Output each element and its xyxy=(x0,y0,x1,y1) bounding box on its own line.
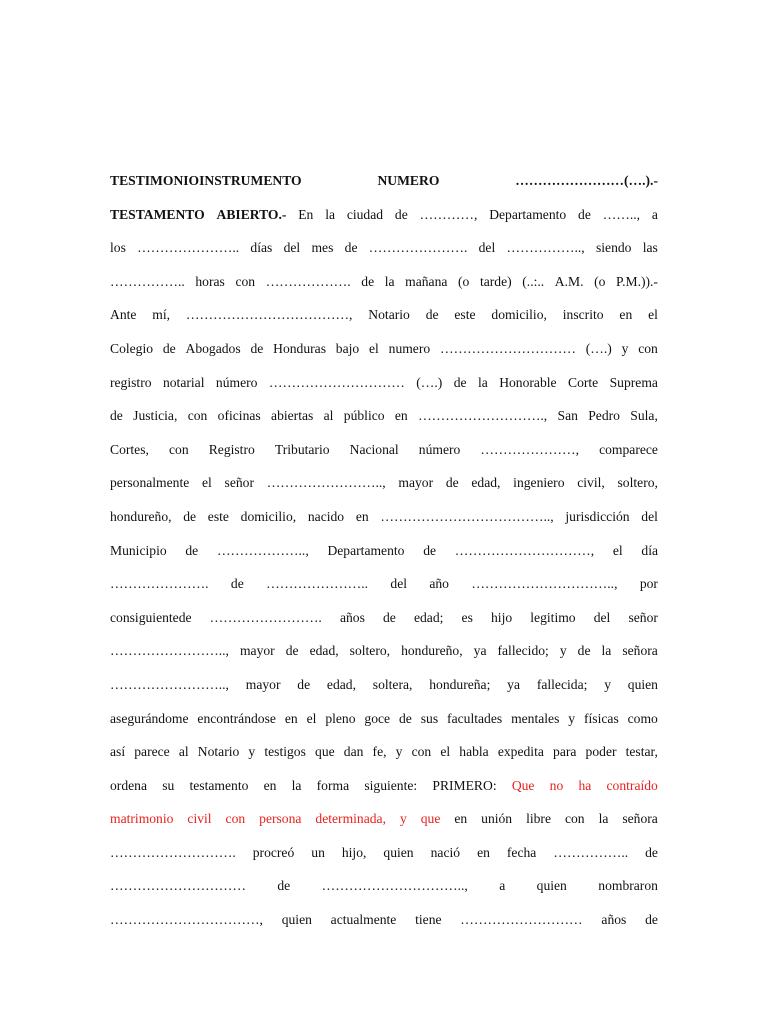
word: siguiente: xyxy=(364,777,418,793)
highlighted-word: que xyxy=(420,811,441,827)
word: (..:.. xyxy=(522,273,545,289)
heading-word: TESTAMENTO xyxy=(110,206,205,222)
word: el xyxy=(202,475,212,491)
word: el xyxy=(648,307,658,323)
word: Departamento xyxy=(489,206,567,222)
word: registro xyxy=(110,374,152,390)
word: San xyxy=(557,408,578,424)
word: en xyxy=(619,307,633,323)
word: edad, xyxy=(309,643,339,659)
word: de xyxy=(425,307,439,323)
word: fallecida; xyxy=(536,676,588,692)
word: la xyxy=(384,273,395,289)
word: mentales xyxy=(511,710,560,726)
word: domicilio, xyxy=(240,508,297,524)
word: sus xyxy=(420,710,439,726)
word: un xyxy=(311,844,325,860)
word: de xyxy=(183,508,197,524)
word: Ante xyxy=(110,307,137,323)
word: por xyxy=(639,576,658,592)
text-line xyxy=(110,265,658,299)
word: Registro xyxy=(208,441,255,457)
text-line xyxy=(110,433,658,467)
text-line xyxy=(110,802,658,836)
word: y xyxy=(604,676,611,692)
word: de xyxy=(399,710,412,726)
word: el xyxy=(612,542,623,558)
word: procreó xyxy=(252,844,295,860)
text-line xyxy=(110,769,658,803)
text-line xyxy=(110,399,658,433)
text-line xyxy=(110,601,658,635)
word: años xyxy=(339,609,365,625)
word: ………………….. xyxy=(266,576,369,592)
word: del xyxy=(283,240,301,256)
text-line xyxy=(110,668,658,702)
word: (….) xyxy=(585,340,612,356)
word: ……………………. xyxy=(209,609,322,625)
word: testigos xyxy=(264,744,306,760)
word: Sula, xyxy=(630,408,658,424)
word: ciudad xyxy=(346,206,384,222)
word: ………………………. xyxy=(110,844,236,860)
text-line xyxy=(110,567,658,601)
word: público xyxy=(343,408,385,424)
word: años xyxy=(601,912,627,928)
word: tiene xyxy=(415,912,442,928)
word: con xyxy=(411,744,432,760)
word: Tributario xyxy=(274,441,330,457)
word: asegurándome xyxy=(110,710,189,726)
word: Departamento xyxy=(327,542,405,558)
word: y xyxy=(395,744,403,760)
word: bajo xyxy=(335,340,360,356)
word: edad, xyxy=(471,475,501,491)
word: de xyxy=(645,912,658,928)
word: con xyxy=(564,811,585,827)
highlighted-word: no xyxy=(549,777,564,793)
word: nació xyxy=(430,844,461,860)
word: jurisdicción xyxy=(565,508,630,524)
word: de xyxy=(230,576,244,592)
word: edad; xyxy=(413,609,444,625)
word: horas xyxy=(195,273,225,289)
word: …….., xyxy=(602,206,641,222)
word: nacido xyxy=(307,508,345,524)
word: ……………….., xyxy=(216,542,309,558)
word: mayor xyxy=(245,676,281,692)
word: de xyxy=(162,340,176,356)
word: la xyxy=(291,777,302,793)
text-line xyxy=(110,836,658,870)
word: y xyxy=(248,744,256,760)
word: número xyxy=(215,374,258,390)
word: ………………………….., xyxy=(321,878,468,894)
word: notarial xyxy=(162,374,205,390)
word: Notario xyxy=(197,744,240,760)
word: y xyxy=(559,643,567,659)
word: consiguientede xyxy=(110,609,192,625)
word: abiertas xyxy=(271,408,314,424)
word: soltero, xyxy=(349,643,391,659)
word: de xyxy=(285,643,299,659)
word: como xyxy=(627,710,658,726)
word: (….) xyxy=(416,374,443,390)
word: en xyxy=(284,710,298,726)
word: ……………………………….., xyxy=(380,508,554,524)
word: en xyxy=(454,811,468,827)
word: fe, xyxy=(372,744,387,760)
word: de xyxy=(344,240,358,256)
word: ………………………., xyxy=(418,408,548,424)
word: …………………. xyxy=(368,240,468,256)
text-line xyxy=(110,702,658,736)
word: hijo xyxy=(491,609,513,625)
word: legitimo xyxy=(530,609,576,625)
word: con xyxy=(235,273,256,289)
word: goce xyxy=(364,710,391,726)
word: expedita xyxy=(497,744,544,760)
word: quien xyxy=(536,878,567,894)
word: Nacional xyxy=(349,441,399,457)
word: Notario xyxy=(368,307,410,323)
word: hondureño, xyxy=(401,643,463,659)
word: Corte xyxy=(568,374,599,390)
word: mañana xyxy=(405,273,448,289)
word: mes xyxy=(311,240,334,256)
word: Colegio xyxy=(110,340,154,356)
word: al xyxy=(178,744,189,760)
word: a xyxy=(499,878,506,894)
word: ………………….. xyxy=(137,240,240,256)
word: P.M.)).- xyxy=(616,273,658,289)
word: mí, xyxy=(152,307,171,323)
word: soltero, xyxy=(617,475,658,491)
highlighted-word: Que xyxy=(511,777,535,793)
word: de xyxy=(645,844,658,860)
word: año xyxy=(429,576,449,592)
word: En xyxy=(298,206,314,222)
word: tarde) xyxy=(479,273,512,289)
word: (o xyxy=(594,273,606,289)
word: que xyxy=(315,744,335,760)
word: Honorable xyxy=(499,374,557,390)
word: así xyxy=(110,744,126,760)
word: …………….. xyxy=(110,273,185,289)
word: Justicia, xyxy=(133,408,178,424)
word: de xyxy=(185,542,199,558)
word: fallecido; xyxy=(497,643,549,659)
heading-word: TESTIMONIOINSTRUMENTO xyxy=(110,173,302,188)
word: de xyxy=(577,643,591,659)
word: libre xyxy=(526,811,551,827)
word: encontrándose xyxy=(197,710,276,726)
word: en xyxy=(394,408,408,424)
word: señor xyxy=(628,609,658,625)
word: edad, xyxy=(326,676,356,692)
word: …………………….., xyxy=(110,643,229,659)
word: habla xyxy=(459,744,489,760)
text-line xyxy=(110,332,658,366)
word: ………………………… xyxy=(268,374,405,390)
word: hondureño, xyxy=(110,508,172,524)
word: y xyxy=(621,340,629,356)
text-line xyxy=(110,231,658,265)
text-line xyxy=(110,634,658,668)
word: pleno xyxy=(325,710,356,726)
word: de xyxy=(453,374,467,390)
word: hondureña; xyxy=(429,676,491,692)
word: …………………, xyxy=(480,441,579,457)
word: testar, xyxy=(625,744,658,760)
text-line xyxy=(110,903,658,937)
word: actualmente xyxy=(330,912,397,928)
testament-text xyxy=(110,164,658,937)
word: de xyxy=(361,273,375,289)
word: señora xyxy=(622,643,658,659)
word: quien xyxy=(627,676,658,692)
word: …………….. xyxy=(553,844,629,860)
word: físicas xyxy=(584,710,619,726)
highlighted-word: determinada, xyxy=(315,811,386,827)
word: del xyxy=(478,240,496,256)
word: dan xyxy=(343,744,364,760)
word: ya xyxy=(507,676,521,692)
word: de xyxy=(277,878,291,894)
word: señora xyxy=(622,811,658,827)
word: numero xyxy=(388,340,431,356)
text-line xyxy=(110,466,658,500)
word: Cortes, xyxy=(110,441,149,457)
word: siendo xyxy=(595,240,632,256)
text-line xyxy=(110,298,658,332)
word: señor xyxy=(224,475,254,491)
text-line xyxy=(110,164,658,198)
word: civil, xyxy=(577,475,605,491)
word: Abogados xyxy=(185,340,241,356)
word: …………………. xyxy=(110,576,209,592)
word: …………………….., xyxy=(110,676,229,692)
text-line xyxy=(110,534,658,568)
word: ………………………… xyxy=(110,878,246,894)
word: este xyxy=(207,508,229,524)
word: ……………………………, xyxy=(110,912,263,928)
word: PRIMERO: xyxy=(432,777,497,793)
word: ingeniero xyxy=(513,475,565,491)
word: mayor xyxy=(398,475,434,491)
text-line xyxy=(110,869,658,903)
word: quien xyxy=(383,844,414,860)
word: A.M. xyxy=(554,273,584,289)
word: de xyxy=(578,206,591,222)
text-line xyxy=(110,198,658,232)
word: del xyxy=(641,508,658,524)
highlighted-word: persona xyxy=(259,811,302,827)
word: la xyxy=(601,643,612,659)
word: mayor xyxy=(239,643,275,659)
text-line xyxy=(110,500,658,534)
word: Honduras xyxy=(273,340,326,356)
word: Municipio xyxy=(110,542,167,558)
word: en xyxy=(477,844,490,860)
word: ………………………… xyxy=(439,340,576,356)
word: domicilio, xyxy=(491,307,547,323)
word: poder xyxy=(585,744,617,760)
word: unión xyxy=(481,811,513,827)
word: días xyxy=(250,240,273,256)
word: en xyxy=(263,777,277,793)
text-line xyxy=(110,366,658,400)
word: …………….., xyxy=(506,240,585,256)
word: la xyxy=(477,374,488,390)
heading-word: NUMERO xyxy=(377,173,440,188)
word: y xyxy=(568,710,576,726)
word: es xyxy=(461,609,473,625)
word: con xyxy=(168,441,189,457)
word: el xyxy=(306,710,317,726)
word: ya xyxy=(473,643,487,659)
word: el xyxy=(440,744,451,760)
word: personalmente xyxy=(110,475,190,491)
word: ………………………………, xyxy=(185,307,353,323)
highlighted-word: matrimonio xyxy=(110,811,174,827)
word: comparece xyxy=(599,441,658,457)
highlighted-word: ha xyxy=(578,777,592,793)
heading-word: ……………………(….).- xyxy=(515,173,658,188)
word: …………………………, xyxy=(454,542,595,558)
word: la xyxy=(598,811,609,827)
word: de xyxy=(297,676,311,692)
word: de xyxy=(423,542,437,558)
word: número xyxy=(418,441,461,457)
word: …………, xyxy=(419,206,478,222)
word: Pedro xyxy=(588,408,620,424)
word: de xyxy=(394,206,408,222)
word: fecha xyxy=(506,844,537,860)
word: ordena xyxy=(110,777,147,793)
highlighted-word: civil xyxy=(187,811,212,827)
word: el xyxy=(369,340,379,356)
word: las xyxy=(642,240,658,256)
word: hijo, xyxy=(341,844,367,860)
highlighted-word: y xyxy=(399,811,407,827)
word: inscrito xyxy=(562,307,604,323)
word: del xyxy=(593,609,611,625)
word: con xyxy=(187,408,208,424)
word: a xyxy=(651,206,658,222)
word: este xyxy=(454,307,476,323)
word: quien xyxy=(281,912,312,928)
word: ………………. xyxy=(265,273,351,289)
word: forma xyxy=(316,777,350,793)
word: en xyxy=(355,508,369,524)
word: de xyxy=(383,609,396,625)
word: al xyxy=(323,408,334,424)
heading-word: ABIERTO.- xyxy=(216,206,287,222)
word: ……………………… xyxy=(460,912,583,928)
word: para xyxy=(553,744,577,760)
word: la xyxy=(325,206,335,222)
word: de xyxy=(250,340,264,356)
word: con xyxy=(638,340,658,356)
word: (o xyxy=(458,273,470,289)
word: testamento xyxy=(189,777,249,793)
word: nombraron xyxy=(598,878,658,894)
text-line xyxy=(110,735,658,769)
word: de xyxy=(110,408,123,424)
word: del xyxy=(390,576,407,592)
word: Suprema xyxy=(609,374,658,390)
word: soltera, xyxy=(372,676,413,692)
word: oficinas xyxy=(217,408,261,424)
word: facultades xyxy=(447,710,503,726)
word: parece xyxy=(134,744,170,760)
word: día xyxy=(641,542,658,558)
word: los xyxy=(110,240,126,256)
highlighted-word: contraído xyxy=(606,777,658,793)
word: ………………………….., xyxy=(471,576,618,592)
word: de xyxy=(445,475,459,491)
word: …………………….., xyxy=(266,475,386,491)
word: su xyxy=(162,777,175,793)
highlighted-word: con xyxy=(225,811,246,827)
